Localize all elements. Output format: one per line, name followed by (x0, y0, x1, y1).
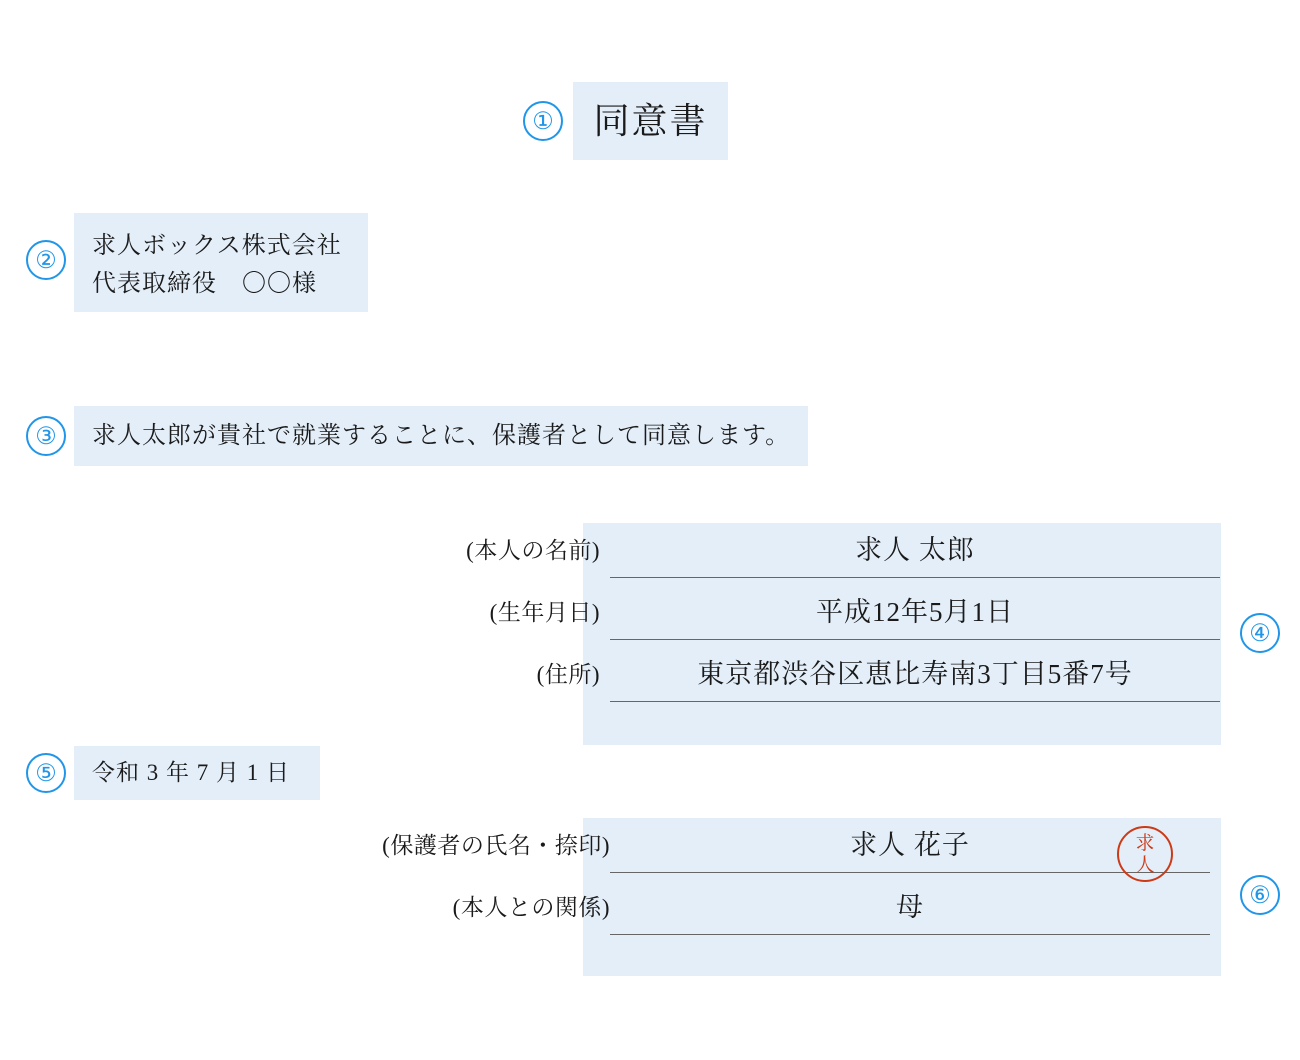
seal-bottom-char: 人 (1135, 855, 1155, 876)
field-row-guardian-relation (200, 880, 1221, 942)
subject-name-value: 求人 太郎 (610, 523, 1220, 578)
marker-3: ③ (26, 416, 66, 456)
title-highlight (573, 82, 728, 160)
subject-address-label: (住所) (536, 662, 600, 687)
subject-address-value: 東京都渋谷区恵比寿南3丁目5番7号 (610, 647, 1220, 702)
addressee-company: 求人ボックス株式会社 (92, 233, 342, 259)
statement-highlight (74, 406, 808, 466)
field-row-subject-address (300, 647, 1221, 709)
addressee-representative: 代表取締役 〇〇様 (92, 271, 317, 297)
marker-1: ① (523, 101, 563, 141)
guardian-relation-label: (本人との関係) (452, 895, 610, 920)
marker-2: ② (26, 240, 66, 280)
addressee-highlight (74, 213, 368, 312)
consent-statement: 求人太郎が貴社で就業することに、保護者として同意します。 (92, 423, 791, 449)
marker-4: ④ (1240, 613, 1280, 653)
page-title: 同意書 (593, 101, 708, 141)
hanko-seal-icon (1117, 826, 1173, 882)
marker-5: ⑤ (26, 753, 66, 793)
seal-top-char: 求 (1135, 833, 1155, 854)
subject-name-label: (本人の名前) (466, 538, 600, 563)
subject-birthdate-value: 平成12年5月1日 (610, 585, 1220, 640)
guardian-name-value: 求人 花子 (610, 818, 1210, 873)
field-row-guardian-name (200, 818, 1221, 880)
guardian-name-label: (保護者の氏名・捺印) (382, 833, 610, 858)
guardian-relation-value: 母 (610, 880, 1210, 935)
marker-6: ⑥ (1240, 875, 1280, 915)
field-row-subject-name (300, 523, 1221, 585)
date-highlight (74, 746, 320, 800)
document-date: 令和 3 年 7 月 1 日 (92, 760, 290, 785)
subject-birthdate-label: (生年月日) (489, 600, 600, 625)
field-row-subject-birthdate (300, 585, 1221, 647)
